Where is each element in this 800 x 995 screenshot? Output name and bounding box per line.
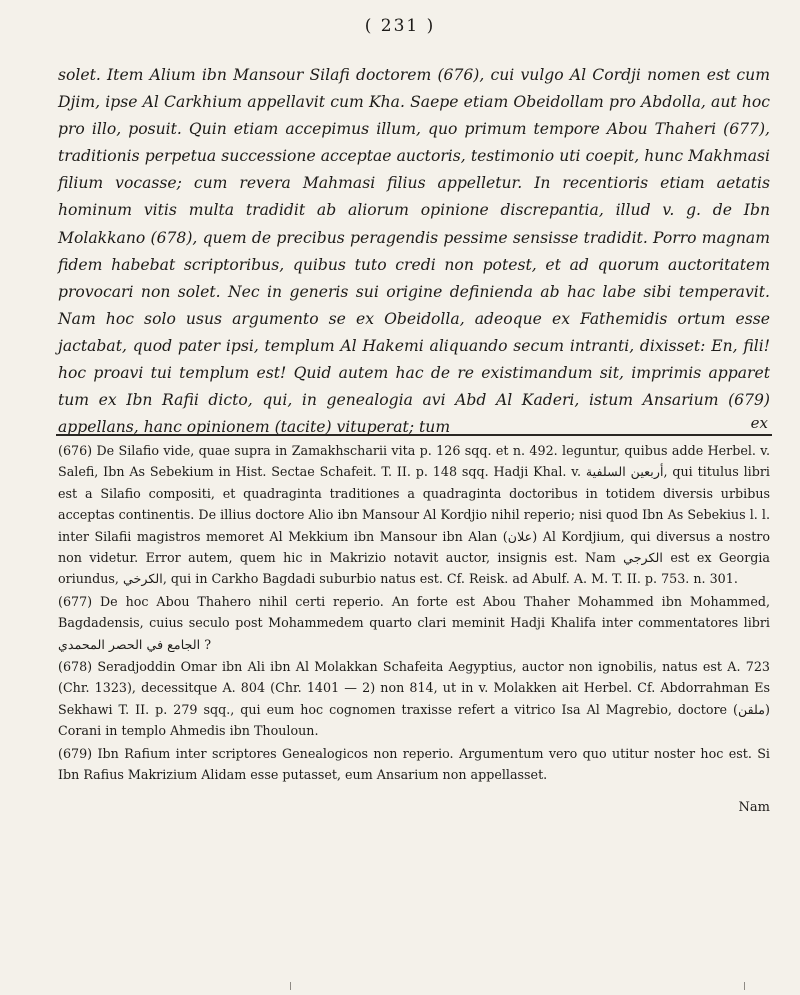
footnote-676: (676) De Silafio vide, quae supra in Zamakhscharii vita p. 126 sqq. et n. 492. leguntur, quibus adde Herbel. v. Salefi, Ibn As Sebekium in Hist. Sectae Schafeit. T. II. p. 148 sqq. Hadji Khal. v. أربعين السلفية, qui titulus libri est a Silafio compositi, et quadraginta traditiones a quadraginta doctoribus in totidem diversis urbibus acceptas continentis. De illius doctore Alio ibn Mansour Al Kordjio nihil reperio; nisi quod Ibn As Sebekius l. l. inter Silafii magistros memoret Al Mekkium ibn Mansour ibn Alan (علان) Al Kordjium, qui diversus a nostro non videtur. Error autem, quem hic in Makrizio notavit auctor, insignis est. Nam الكرجي est ex Georgia oriundus, الكرخي, qui in Carkho Bagdadi suburbio natus est. Cf. Reisk. ad Abulf. A. M. T. II. p. 753. n. 301. <box>58 443 770 587</box>
footnote-rule <box>56 434 772 436</box>
bottom-edge-marks <box>0 982 800 988</box>
main-text-block <box>58 62 770 441</box>
edge-mark-left <box>290 982 291 990</box>
edge-mark-right <box>744 982 745 990</box>
main-paragraph: solet. Item Alium ibn Mansour Silafi doctorem (676), cui vulgo Al Cordji nomen est cum Djim, ipse Al Carkhium appellavit cum Kha. Saepe etiam Obeidollam pro Abdolla, aut hoc pro illo, posuit. Quin etiam accepimus illum, quo primum tempore Abou Thaheri (677), traditionis perpetua successione acceptae auctoris, testimonio uti coepit, hunc Makhmasi filium vocasse; cum revera Mahmasi filius appelletur. In recentioris etiam aetatis hominum vitis multa tradidit ab aliorum opinione discrepantia, illud v. g. de Ibn Molakkano (678), quem de precibus peragendis pessime sensisse tradidit. Porro magnam fidem habebat scriptoribus, quibus tuto credi non potest, et ad quorum auctoritatem provocari non solet. Nec in generis sui origine definienda ab hac labe sibi temperavit. Nam hoc solo usus argumento se ex Obeidolla, adeoque ex Fathemidis ortum esse jactabat, quod pater ipsi, templum Al Hakemi aliquando secum intranti, dixisset: En, fili! hoc proavi tui templum est! Quid autem hac de re existimandum sit, imprimis apparet tum ex Ibn Rafii dicto, qui, in genealogia avi Abd Al Kaderi, istum Ansarium (679) appellans, hanc opinionem (tacite) vituperat; tum <box>58 66 770 437</box>
footnote-catchword: Nam <box>738 800 770 815</box>
page-number: ( 231 ) <box>364 16 436 36</box>
footnotes <box>58 440 770 787</box>
footnote-677: (677) De hoc Abou Thahero nihil certi reperio. An forte est Abou Thaher Mohammed ibn Mohammed, Bagdadensis, cuius seculo post Mohammedem quarto clari meminit Hadji Khalifa inter commentatores libri الجامع في الحصر المحمدي ? <box>58 593 770 652</box>
footnote-679: (679) Ibn Rafium inter scriptores Genealogicos non reperio. Argumentum vero quo utitur noster hoc est. Si Ibn Rafius Makrizium Alidam esse putasset, eum Ansarium non appellasset. <box>58 745 770 783</box>
main-catchword: ex <box>750 414 768 432</box>
footnote-678: (678) Seradjoddin Omar ibn Ali ibn Al Molakkan Schafeita Aegyptius, auctor non ignobilis, natus est A. 723 (Chr. 1323), decessitque A. 804 (Chr. 1401 — 2) non 814, ut in v. Molakken ait Herbel. Cf. Abdorrahman Es Sekhawi T. II. p. 279 sqq., qui eum hoc cognomen traxisse refert a vitrico Isa Al Magrebio, doctore (ملقن) Corani in templo Ahmedis ibn Thouloun. <box>58 659 770 739</box>
